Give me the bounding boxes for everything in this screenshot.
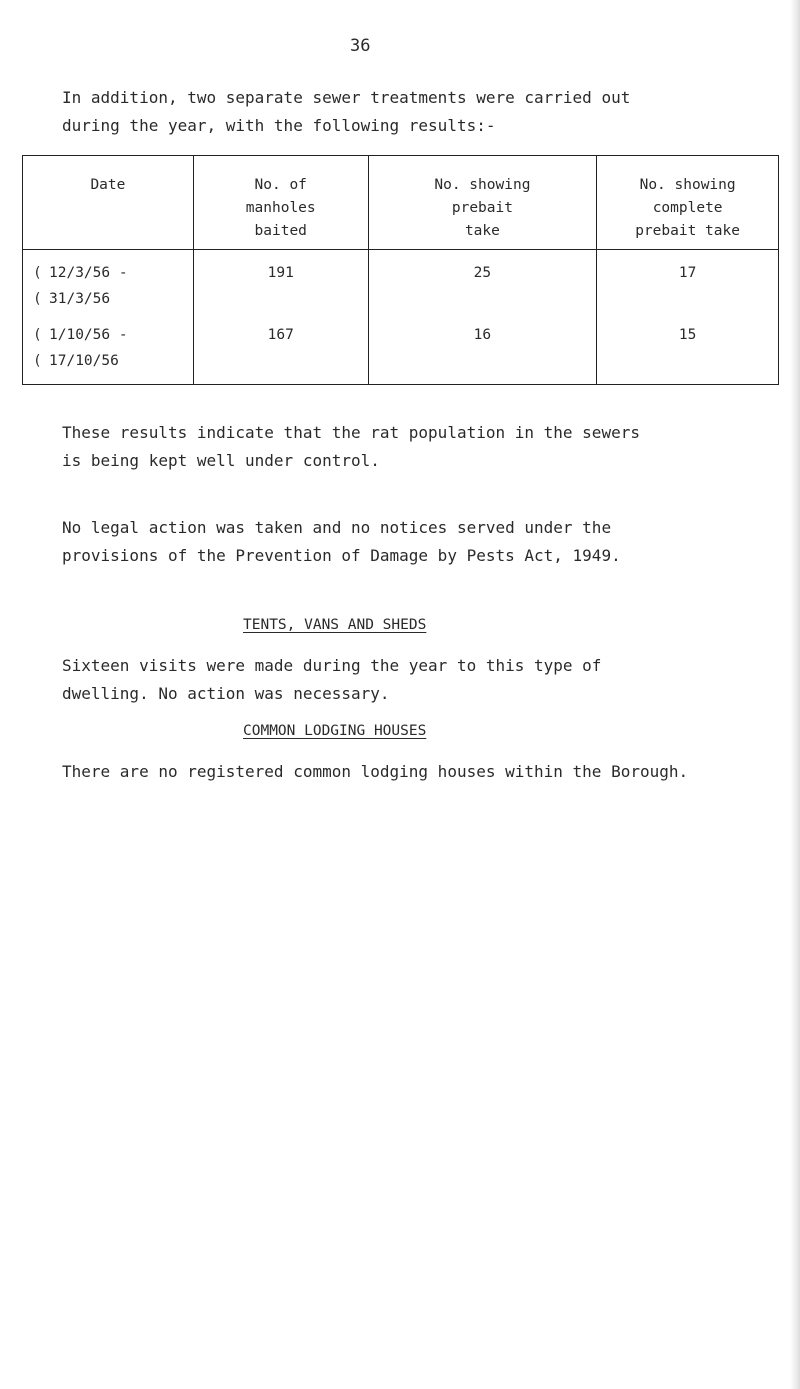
brace-bottom: ( [33,353,42,369]
header-manholes-line-3: baited [254,223,307,239]
lodging-paragraph [62,758,688,786]
manholes-baited-cell: 191 [193,250,368,313]
header-prebait-take [368,156,597,250]
header-date-line: Date [90,177,126,193]
brace-top: ( [33,265,42,281]
header-complete-line-1: No. showing [639,177,736,193]
date-to: 31/3/56 [49,291,111,307]
header-prebait-line-2: prebait [451,200,513,216]
header-manholes-baited [193,156,368,250]
complete-prebait-take-cell: 17 [597,250,779,313]
date-cell [23,312,194,384]
prebait-take-cell: 16 [368,312,597,384]
header-complete-line-2: complete [652,200,723,216]
date-cell [23,250,194,313]
intro-line-2: during the year, with the following results:- [62,116,496,135]
sewer-treatment-results-table [22,155,779,385]
tents-paragraph [62,652,601,708]
heading-common-lodging-houses: COMMON LODGING HOUSES [243,723,427,739]
legal-line-1: No legal action was taken and no notices served under the [62,518,612,537]
date-from: 12/3/56 - [49,265,128,281]
results-line-1: These results indicate that the rat population in the sewers [62,423,640,442]
tents-line-2: dwelling. No action was necessary. [62,684,390,703]
table-row [23,250,779,313]
page-edge-shadow [790,0,800,1389]
results-paragraph [62,419,640,475]
intro-line-1: In addition, two separate sewer treatments were carried out [62,88,631,107]
legal-paragraph [62,514,621,570]
prebait-take-cell: 25 [368,250,597,313]
intro-paragraph [62,84,630,140]
header-complete-line-3: prebait take [635,223,740,239]
header-prebait-line-3: take [464,223,500,239]
brace-top: ( [33,327,42,343]
legal-line-2: provisions of the Prevention of Damage by Pests Act, 1949. [62,546,621,565]
header-manholes-line-2: manholes [245,200,316,216]
header-date [23,156,194,250]
page-number: 36 [350,36,371,56]
table-header-row [23,156,779,250]
brace-bottom: ( [33,291,42,307]
lodging-line-1: There are no registered common lodging houses within the Borough. [62,762,689,781]
results-line-2: is being kept well under control. [62,451,380,470]
complete-prebait-take-cell: 15 [597,312,779,384]
date-from: 1/10/56 - [49,327,128,343]
tents-line-1: Sixteen visits were made during the year to this type of [62,656,602,675]
header-manholes-line-1: No. of [254,177,307,193]
heading-tents-vans-sheds: TENTS, VANS AND SHEDS [243,617,427,633]
header-complete-prebait-take [597,156,779,250]
date-to: 17/10/56 [49,353,119,369]
header-prebait-line-1: No. showing [434,177,531,193]
manholes-baited-cell: 167 [193,312,368,384]
table-row [23,312,779,384]
